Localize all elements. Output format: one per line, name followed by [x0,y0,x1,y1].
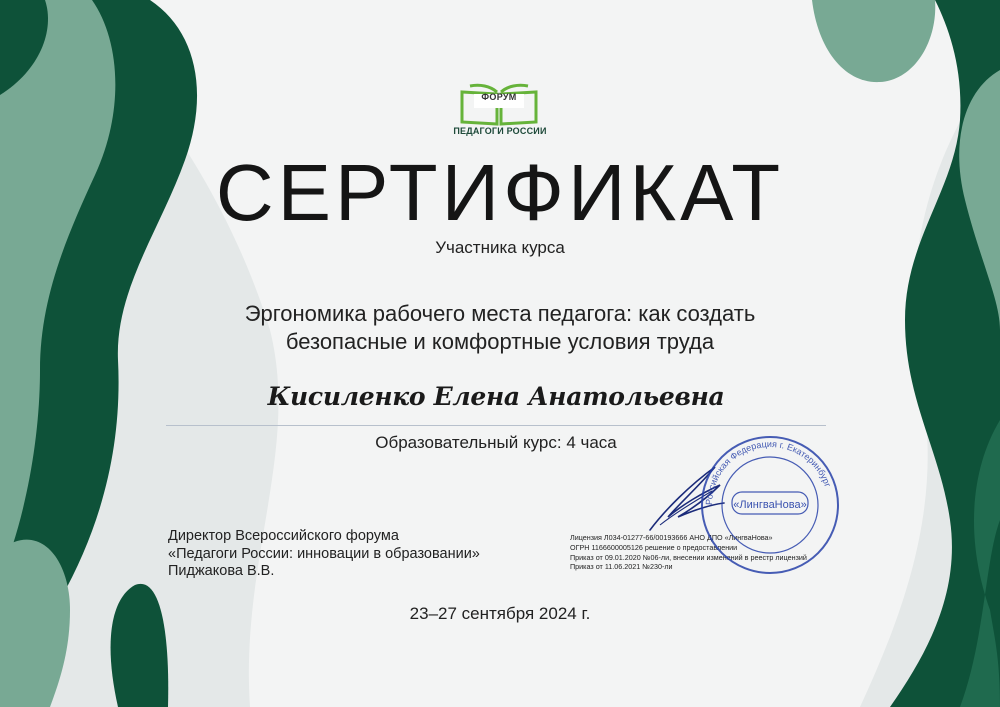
course-hours: Образовательный курс: 4 часа [375,433,617,452]
seal-center-text: «ЛингваНова» [733,499,807,511]
right-top-sage [812,0,935,82]
course-title-line-1: Эргономика рабочего места педагога: как создать [244,301,756,326]
name-underline [166,425,826,426]
director-name: Пиджакова В.В. [168,563,275,579]
license-line-2: ОГРН 1166600005126 решение о предоставлении [570,542,738,552]
logo-title: ФОРУМ [481,92,517,102]
logo-subtitle: ПЕДАГОГИ РОССИИ [453,126,547,136]
participant-name: Кисиленко Елена Анатольевна [267,382,725,411]
director-line-2: «Педагоги России: инновации в образовании» [168,545,480,562]
license-line-4: Приказ от 11.06.2021 №230-ли [570,562,673,572]
seal-ring-text: Российская Федерация г. Екатеринбург [703,438,833,506]
course-dates: 23–27 сентября 2024 г. [409,604,591,623]
certificate-subtitle: Участника курса [435,238,565,257]
license-line-3: Приказ от 09.01.2020 №06-ли, внесении изменений в реестр лицензий [570,552,807,562]
director-block [168,528,548,581]
director-line-1: Директор Всероссийского форума [168,528,399,544]
course-title [150,300,850,356]
license-line-1: Лицензия Л034-01277-66/00193666 АНО ДПО «ЛингваНова» [570,533,773,542]
course-title-line-2: безопасные и комфортные условия труда [285,329,715,354]
certificate-title: СЕРТИФИКАТ [215,148,785,237]
stamp-seal-icon [695,430,845,580]
